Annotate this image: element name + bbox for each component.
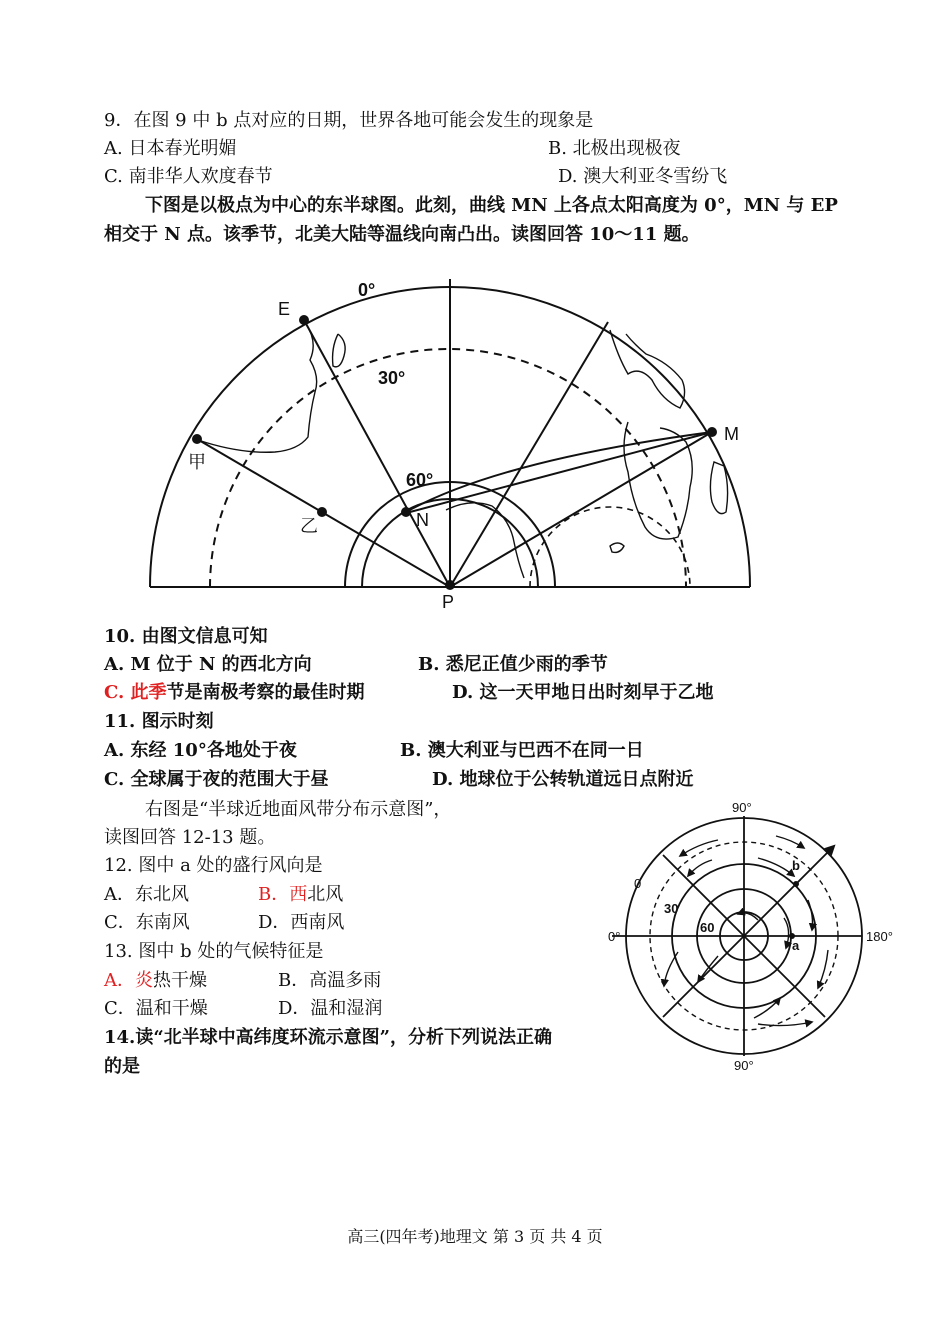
q10-option-c (104, 680, 365, 706)
point-M (707, 427, 717, 437)
q14-line1: 14.读“北半球中高纬度环流示意图”，分析下列说法正确 (104, 1027, 553, 1048)
q13-option-a (104, 968, 207, 994)
coastline-island (333, 334, 346, 367)
q12-option-c: C．东南风 (104, 912, 190, 933)
intro12-line1: 右图是“半球近地面风带分布示意图”， (145, 799, 452, 820)
intro12-line2: 读图回答 12-13 题。 (104, 827, 276, 848)
q13-option-a-red: A．炎 (104, 970, 153, 991)
q10-option-b: B. 悉尼正值少雨的季节 (418, 654, 608, 675)
q10-stem: 10. 由图文信息可知 (104, 626, 268, 647)
q12-option-b (258, 882, 343, 908)
coastline-america (198, 324, 317, 452)
diagonal-ne (663, 846, 834, 1017)
intro10-line2: 相交于 N 点。该季节，北美大陆等温线向南凸出。读图回答 10～11 题。 (104, 224, 700, 245)
point-E (299, 315, 309, 325)
label-sixty: 60 (700, 920, 715, 935)
label-b: b (792, 858, 800, 873)
q11-option-c: C. 全球属于夜的范围大于昼 (104, 769, 329, 790)
label-right-180: 180° (866, 929, 893, 944)
point-yi (317, 507, 327, 517)
wind-arrow-5 (784, 918, 789, 948)
label-N: N (416, 510, 429, 530)
q12-option-b-rest: 北风 (307, 884, 344, 905)
wind-belt-figure (608, 800, 904, 1072)
label-left-0: 0° (608, 929, 621, 944)
q9-option-c: C. 南非华人欢度春节 (104, 166, 273, 187)
q9-option-d: D. 澳大利亚冬雪纷飞 (558, 166, 728, 187)
q10-option-c-red: C. 此季 (104, 682, 167, 703)
label-thirty: 30 (664, 901, 679, 916)
label-jia: 甲 (188, 452, 206, 472)
q12-stem: 12. 图中 a 处的盛行风向是 (104, 855, 323, 876)
q11-option-b: B. 澳大利亚与巴西不在同一日 (400, 740, 644, 761)
lat-30-dashed-arc (210, 349, 686, 587)
wind-arrow-11 (776, 836, 804, 848)
label-P: P (442, 592, 455, 612)
q10-option-c-rest: 节是南极考察的最佳时期 (166, 682, 365, 703)
q13-stem: 13. 图中 b 处的气候特征是 (104, 941, 324, 962)
q13-option-d: D．温和湿润 (278, 998, 383, 1019)
q13-option-b: B．高温多雨 (278, 970, 382, 991)
q9-option-a: A. 日本春光明媚 (104, 138, 237, 159)
q10-option-d: D. 这一天甲地日出时刻早于乙地 (452, 682, 714, 703)
label-M: M (724, 424, 739, 444)
label-E: E (278, 299, 291, 319)
q13-option-a-rest: 热干燥 (153, 970, 207, 991)
q12-option-b-red: B．西 (258, 884, 308, 905)
lat-30-label: 30° (378, 368, 406, 388)
coastline-small-island (610, 543, 624, 552)
intro10-line1: 下图是以极点为中心的东半球图。此刻，曲线 MN 上各点太阳高度为 0°，MN 与 EP (145, 195, 838, 216)
line-MP (450, 432, 712, 587)
point-jia (192, 434, 202, 444)
q9-option-b: B. 北极出现极夜 (548, 138, 681, 159)
point-b (793, 881, 799, 887)
q13-option-c: C．温和干燥 (104, 998, 208, 1019)
page-footer: 高三(四年考)地理文 第 3 页 共 4 页 (347, 1227, 603, 1246)
q9-stem: 9．在图 9 中 b 点对应的日期，世界各地可能会发生的现象是 (104, 110, 594, 131)
q11-option-a: A. 东经 10°各地处于夜 (104, 740, 297, 761)
q10-option-a: A. M 位于 N 的西北方向 (104, 654, 312, 675)
lat-0-label: 0° (358, 280, 376, 300)
label-zero: 0 (634, 876, 642, 891)
point-P (445, 580, 455, 590)
label-top-90: 90° (732, 800, 752, 815)
label-a: a (792, 938, 800, 953)
q12-option-d: D．西南风 (258, 912, 345, 933)
coastline-madagascar (710, 462, 727, 514)
q14-line2: 的是 (104, 1056, 140, 1077)
line-NM-straight (410, 432, 712, 512)
wind-arrow-12 (758, 1022, 812, 1026)
polar-map-figure (140, 262, 780, 612)
q12-option-a: A．东北风 (104, 884, 189, 905)
label-yi: 乙 (300, 516, 318, 536)
wind-arrow-7 (698, 956, 718, 982)
label-bottom-90: 90° (734, 1058, 754, 1072)
q11-stem: 11. 图示时刻 (104, 711, 214, 732)
q11-option-d: D. 地球位于公转轨道远日点附近 (432, 769, 694, 790)
lat-60-label: 60° (406, 470, 434, 490)
point-N (401, 507, 411, 517)
